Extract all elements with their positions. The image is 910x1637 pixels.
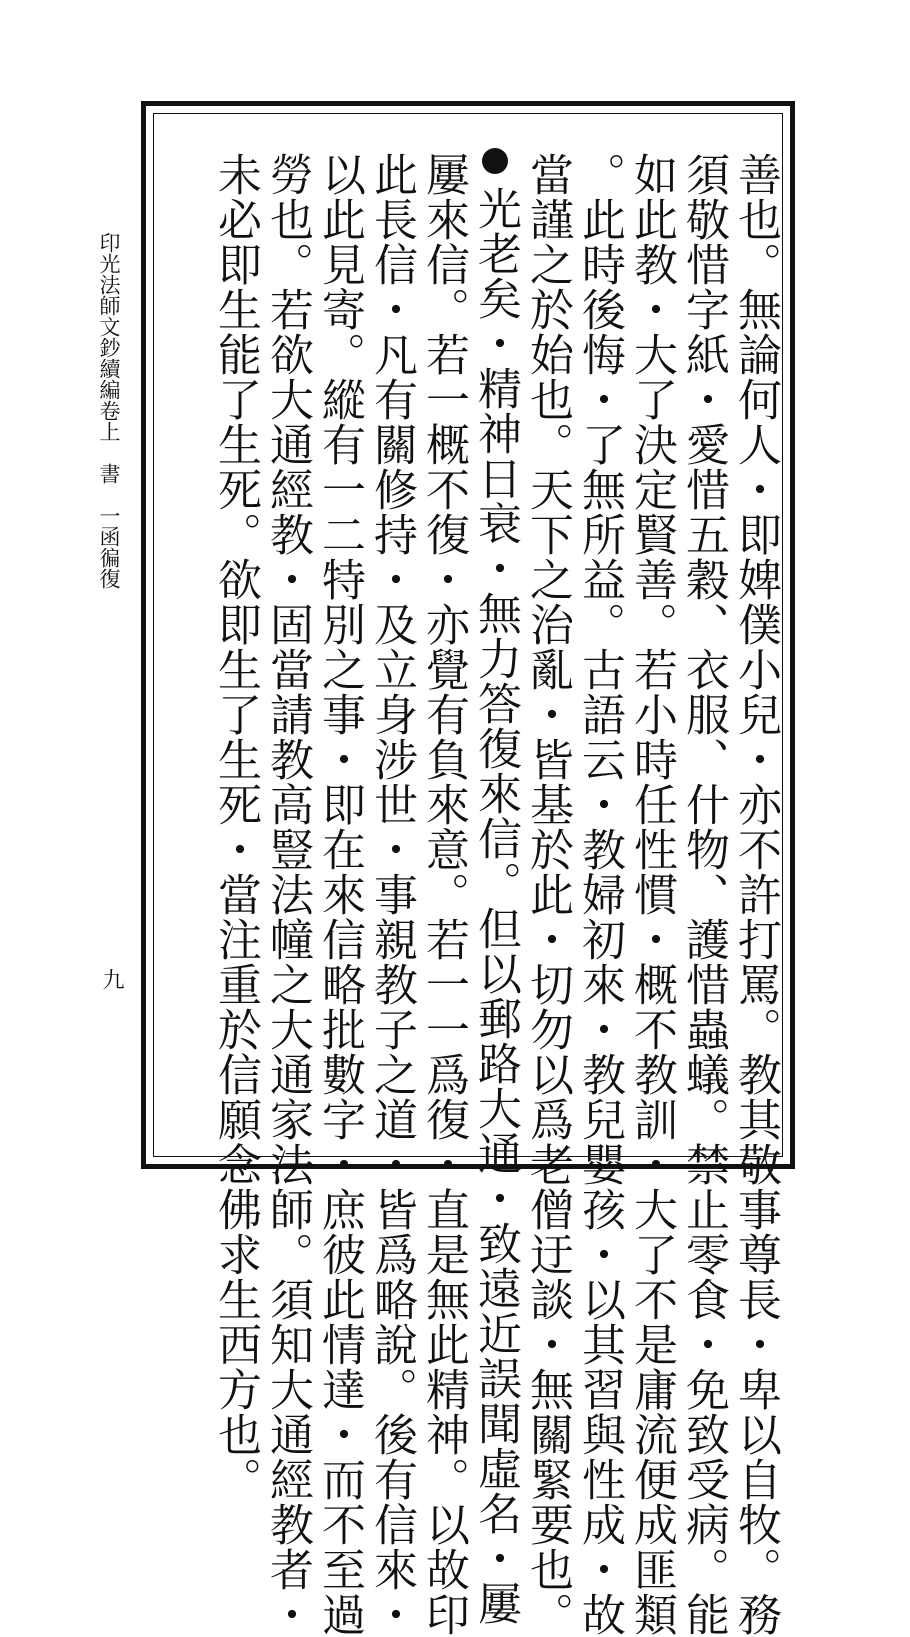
text-column: 如此教・大了決定賢善。若小時任性慣・概不教訓・大了不是庸流便成匪類: [626, 152, 677, 1637]
text-column: 勞也。若欲大通經教・固當請教高豎法幢之大通家法師。須知大通經教者・: [262, 152, 313, 1637]
text-column: 屢來信。若一概不復・亦覺有負來意。若一一爲復・直是無此精神。以故印: [418, 152, 469, 1637]
text-column: 。此時後悔・了無所益。古語云・教婦初來・教兒嬰孩・以其習與性成・故: [574, 152, 625, 1637]
text-column: 此長信・凡有關修持・及立身涉世・事親教子之道・皆爲略說。後有信來・: [366, 152, 417, 1637]
text-column: 當謹之於始也。天下之治亂・皆基於此・切勿以爲老僧迂談・無關緊要也。: [522, 152, 573, 1637]
text-column: [469, 148, 521, 1626]
text-body: [146, 106, 790, 1637]
text-frame: [141, 101, 795, 1637]
page-number: 九: [99, 968, 124, 990]
text-column: 須敬惜字紙・愛惜五穀、衣服、什物、護惜蟲蟻。禁止零食・免致受病。能: [678, 152, 729, 1637]
text-column-content: 光老矣・精神日衰・無力答復來信。但以郵路大通・致遠近誤聞虛名・屢: [470, 186, 521, 1626]
text-column: 善也。無論何人・即婢僕小兒・亦不許打罵。教其敬事尊長・卑以自牧。務: [730, 152, 781, 1637]
text-column: 未必即生能了生死。欲即生了生死・當注重於信願念佛求生西方也。: [210, 152, 261, 1502]
bullet-dot-icon: [482, 148, 508, 174]
text-column: 以此見寄。縱有一二特別之事・即在來信略批數字・庶彼此情達・而不至過: [314, 152, 365, 1637]
book-title-margin: 印光法師文鈔續編卷上 書 一函徧復: [97, 232, 121, 589]
